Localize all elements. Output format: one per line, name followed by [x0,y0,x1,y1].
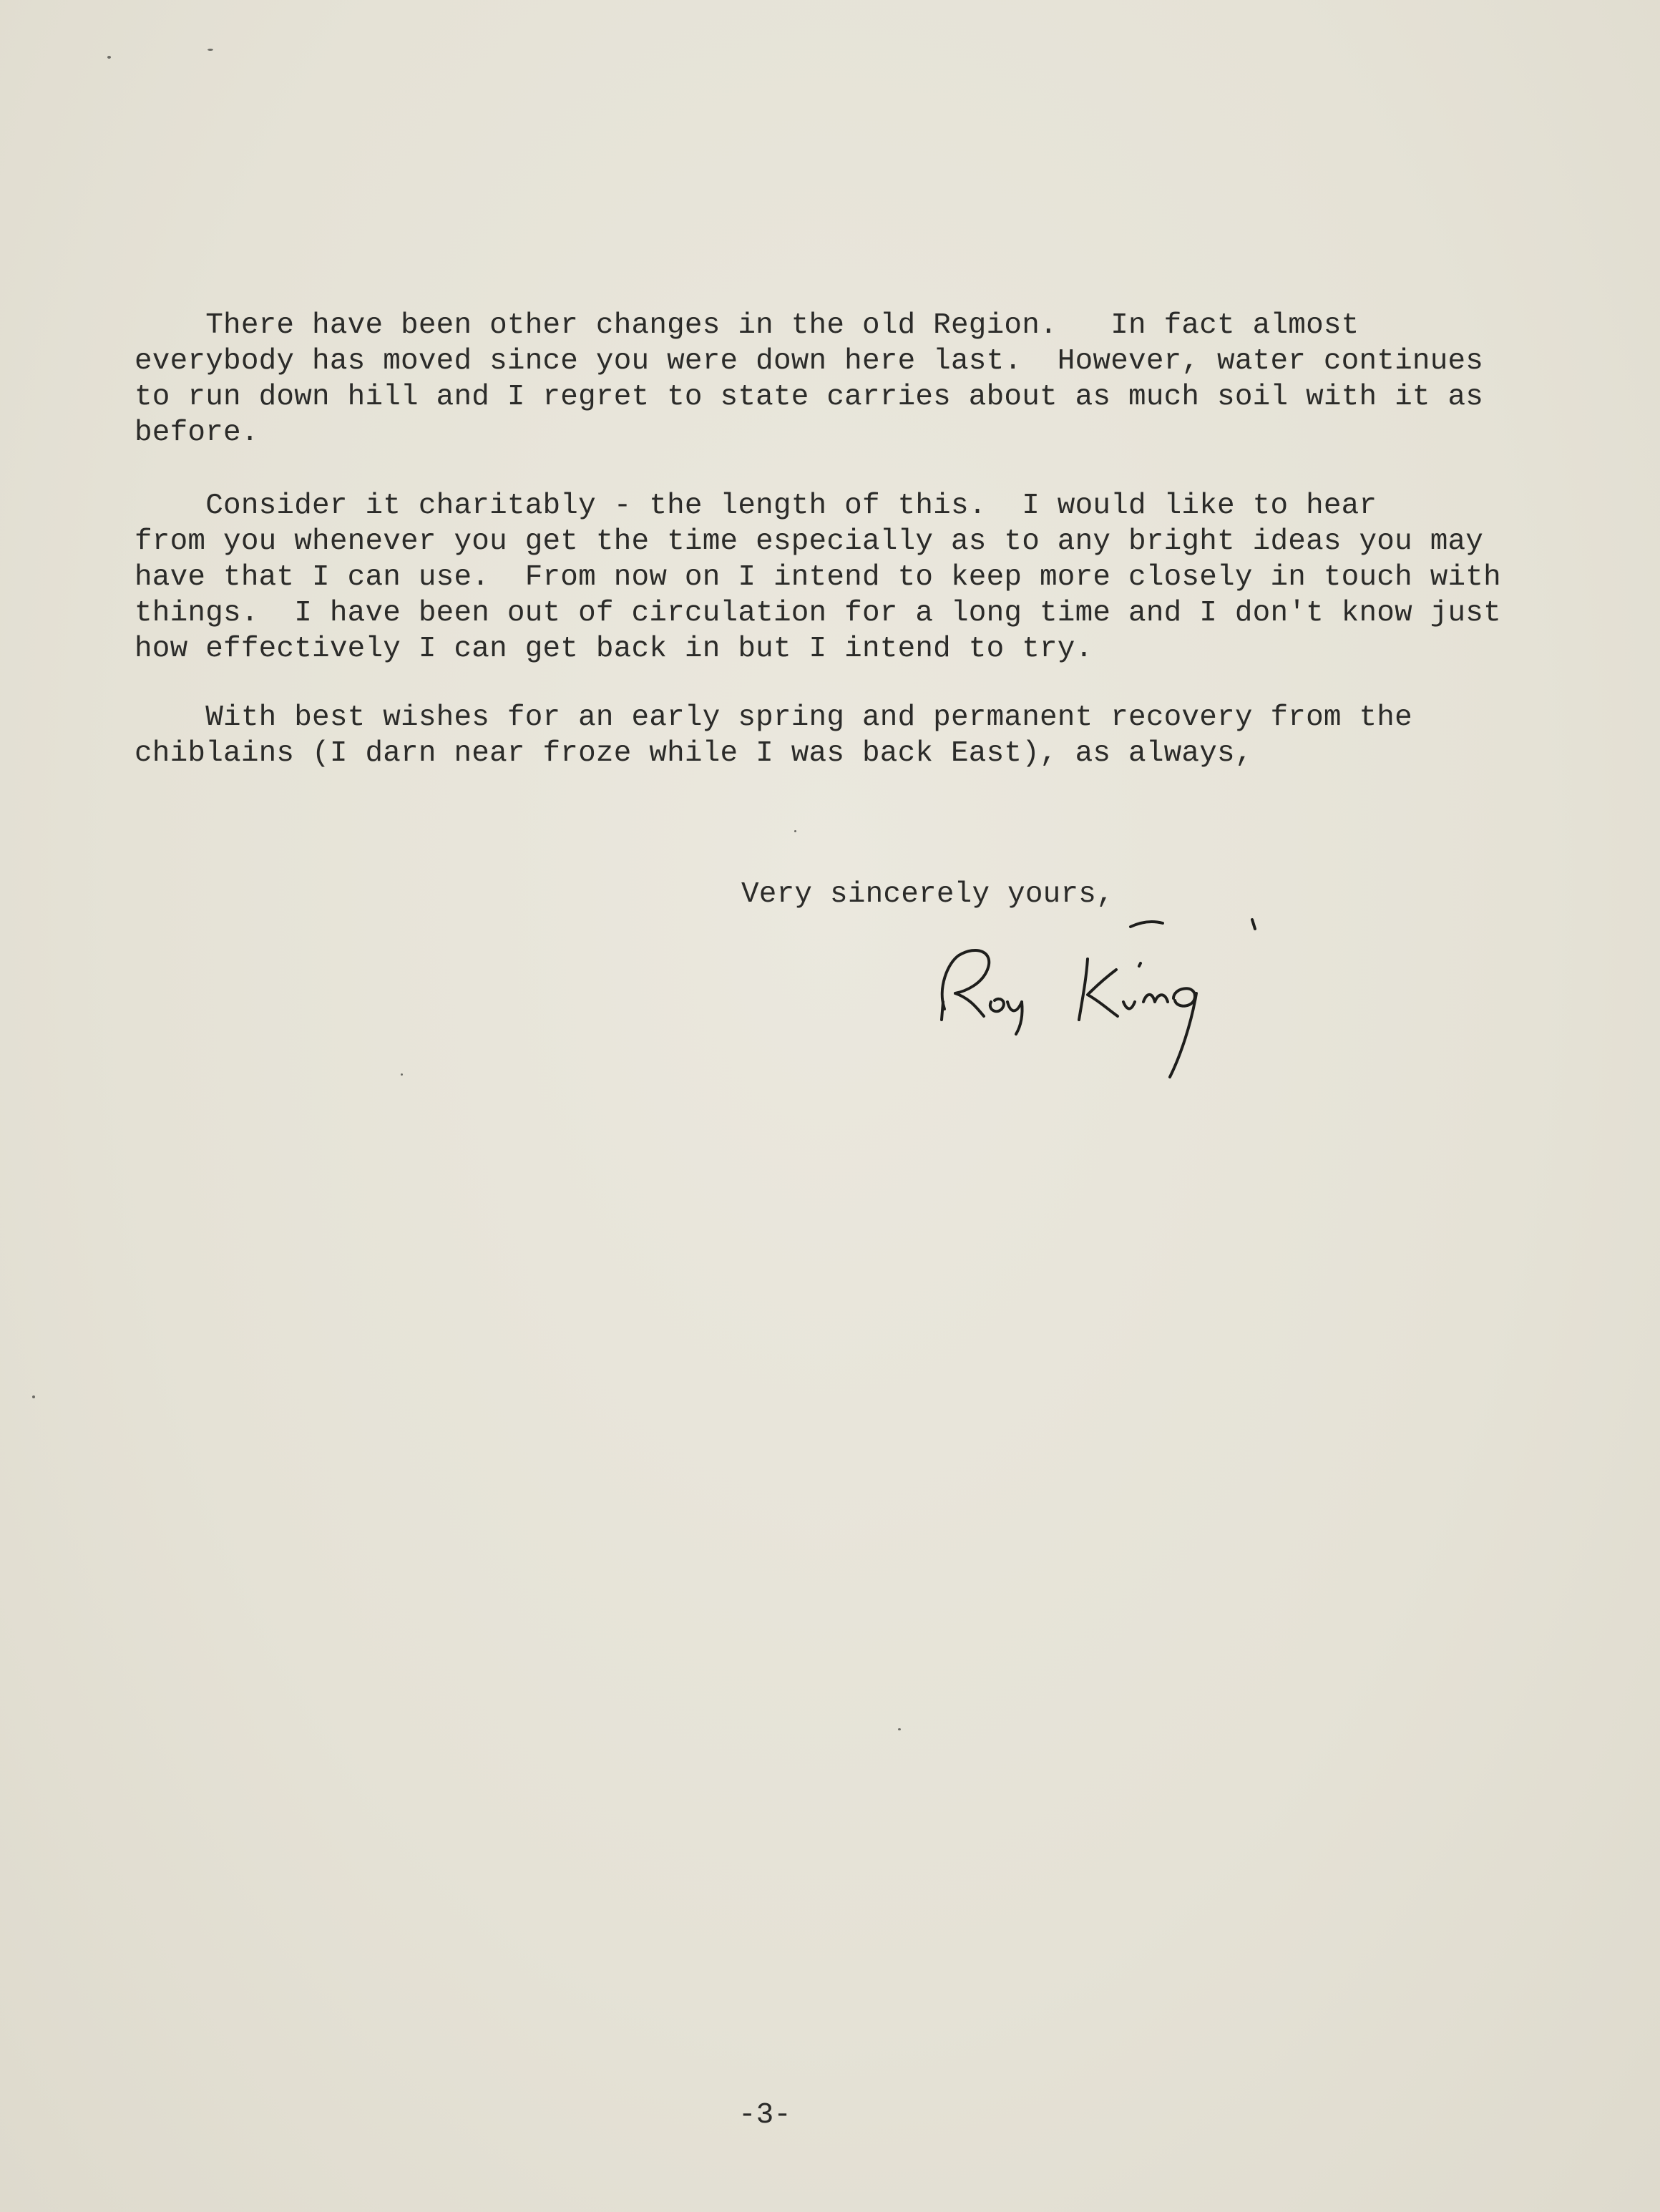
closing-line: Very sincerely yours, [741,878,1114,911]
page-number: -3- [738,2099,791,2132]
paragraph-3-line-1: With best wishes for an early spring and permanent recovery from the [135,701,1412,734]
paragraph-3-line-2: chiblains (I darn near froze while I was back East), as always, [135,737,1253,770]
paragraph-1-line-1: There have been other changes in the old Region. In fact almost [135,309,1359,342]
paper-speck [794,830,796,832]
paragraph-2-line-3: have that I can use. From now on I intend to keep more closely in touch with [135,561,1501,594]
body-paragraph-3 [135,700,1412,771]
paper-speck [401,1073,403,1076]
paper-speck [107,56,111,59]
paragraph-1-line-2: everybody has moved since you were down here last. However, water continues [135,345,1484,378]
body-paragraph-2 [135,488,1501,667]
paragraph-2-line-4: things. I have been out of circulation for a long time and I don't know just [135,597,1501,630]
paragraph-2-line-2: from you whenever you get the time especially as to any bright ideas you may [135,525,1484,558]
paragraph-2-line-5: how effectively I can get back in but I intend to try. [135,633,1093,666]
paragraph-1-line-4: before. [135,416,259,449]
paper-speck [208,49,213,51]
handwritten-signature [916,902,1345,1088]
paragraph-1-line-3: to run down hill and I regret to state carries about as much soil with it as [135,381,1484,414]
paper-speck [32,1395,35,1398]
paper-speck [898,1728,901,1730]
body-paragraph-1 [135,308,1483,451]
paragraph-2-line-1: Consider it charitably - the length of this. I would like to hear [135,489,1377,522]
